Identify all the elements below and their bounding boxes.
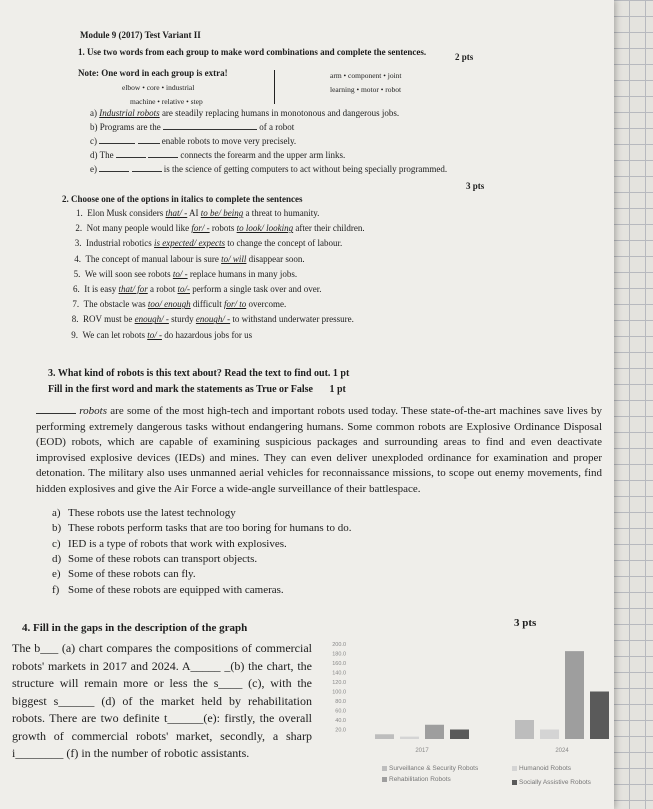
true-false-statement: b) These robots perform tasks that are too boring for humans to do. bbox=[52, 522, 352, 535]
italic-option[interactable]: to/ - bbox=[172, 268, 188, 279]
task2-sentence: 1. Elon Musk considers that/ - AI to be/ being a threat to humanity. bbox=[76, 208, 320, 218]
task1-item-d: d) The connects the forearm and the upper arm links. bbox=[90, 150, 346, 160]
italic-option[interactable]: enough/ - bbox=[134, 314, 169, 325]
robot-market-bar-chart bbox=[322, 636, 612, 766]
answer-blank[interactable] bbox=[163, 129, 257, 130]
task4-title: 4. Fill in the gaps in the description of the graph bbox=[22, 622, 248, 634]
italic-option[interactable]: too/ enough bbox=[147, 299, 191, 310]
bar-2017-series-3 bbox=[450, 730, 469, 740]
task1-item-a: a) Industrial robots are steadily replacing humans in monotonous and dangerous jobs. bbox=[90, 108, 400, 118]
italic-option[interactable]: that/ for bbox=[118, 284, 148, 294]
first-word-blank[interactable] bbox=[36, 404, 76, 414]
italic-option[interactable]: for/ - bbox=[191, 223, 210, 234]
bar-2024-series-1 bbox=[540, 730, 559, 740]
task1-item-c: c) enable robots to move very precisely. bbox=[90, 136, 297, 146]
bar-2024-series-3 bbox=[590, 692, 609, 740]
x-tick-label: 2024 bbox=[555, 748, 569, 754]
y-tick-label: 100.0 bbox=[332, 689, 346, 696]
y-tick-label: 20.0 bbox=[335, 727, 346, 734]
italic-option[interactable]: to/ - bbox=[147, 329, 162, 340]
true-false-statement: a) These robots use the latest technology bbox=[52, 507, 236, 519]
bar-2017-series-0 bbox=[375, 734, 394, 739]
bar-2017-series-2 bbox=[425, 725, 444, 739]
task1-points: 2 pts bbox=[455, 52, 474, 62]
answer-blank[interactable] bbox=[99, 171, 129, 172]
worksheet-header: Module 9 (2017) Test Variant II bbox=[80, 30, 201, 40]
legend-swatch bbox=[512, 766, 517, 771]
task2-sentence: 7. The obstacle was too/ enough difficult for/ to overcome. bbox=[72, 299, 287, 310]
y-tick-label: 80.0 bbox=[335, 699, 346, 705]
task2-sentence: 2. Not many people would like for/ - robots to look/ looking after their children. bbox=[75, 223, 365, 234]
task4-gap-text: The b___ (a) chart compares the compositions of commercial robots' markets in 2017 and 2024. A_____ _(b) the chart, the structure will remain more or less the s____ (c), with the biggest s______ (d) of the market held by rehabilitation robots. There are two definite t______(e): firstly, the overall growth of commercial robots' market, secondly, a sharp i________ (f) in the number of robotic assistants. bbox=[12, 641, 312, 760]
true-false-statement: c) IED is a type of robots that work with explosives. bbox=[52, 537, 287, 550]
task2-title: 2. Choose one of the options in italics to complete the sentences bbox=[62, 194, 303, 204]
x-axis-labels bbox=[415, 748, 569, 754]
true-false-statement: d) Some of these robots can transport objects. bbox=[52, 552, 258, 565]
answer-blank[interactable] bbox=[99, 143, 135, 144]
y-tick-label: 60.0 bbox=[335, 708, 346, 715]
italic-option[interactable]: to be/ being bbox=[200, 208, 244, 218]
task4-points: 3 pts bbox=[514, 617, 537, 629]
bar-2024-series-0 bbox=[515, 720, 534, 739]
y-tick-label: 40.0 bbox=[335, 718, 346, 724]
task1-title: 1. Use two words from each group to make word combinations and complete the sentences. bbox=[78, 47, 427, 57]
task2-sentence: 3. Industrial robotics is expected/ expects to change the concept of labour. bbox=[74, 238, 343, 249]
legend-item-surveillance: Surveillance & Security Robots bbox=[382, 765, 478, 772]
y-tick-label: 180.0 bbox=[332, 651, 346, 658]
word-group-1-line-1: elbow • core • industrial bbox=[122, 83, 195, 92]
legend-item-socially-assistive: Socially Assistive Robots bbox=[512, 779, 591, 786]
legend-swatch bbox=[382, 777, 387, 782]
task1-note: Note: One word in each group is extra! bbox=[78, 68, 228, 78]
word-group-1-line-2: machine • relative • step bbox=[130, 97, 203, 106]
legend-item-rehabilitation: Rehabilitation Robots bbox=[382, 776, 451, 783]
italic-option[interactable]: to/ will bbox=[221, 253, 247, 264]
answer-blank[interactable] bbox=[148, 157, 178, 158]
true-false-statement: e) Some of these robots can fly. bbox=[52, 568, 196, 581]
bar-2017-series-1 bbox=[400, 737, 419, 739]
word-group-divider bbox=[274, 70, 275, 104]
italic-option[interactable]: to look/ looking bbox=[236, 223, 294, 234]
answer-blank[interactable] bbox=[138, 143, 160, 144]
word-group-2-line-1: arm • component • joint bbox=[330, 71, 402, 80]
task2-points: 3 pts bbox=[466, 181, 485, 191]
filled-answer: Industrial robots bbox=[99, 108, 160, 118]
task3-title: 3. What kind of robots is this text about? Read the text to find out. 1 pt bbox=[48, 368, 350, 379]
task2-sentence: 4. The concept of manual labour is sure to/ will disappear soon. bbox=[74, 253, 305, 264]
legend-swatch bbox=[382, 766, 387, 771]
y-axis-ticks bbox=[332, 642, 346, 734]
x-tick-label: 2017 bbox=[415, 748, 429, 754]
task3-reading-text: robots are some of the most high-tech and important robots used today. These state-of-the-art machines save lives by performing extremely dangerous tasks without endangering humans. Some common robots are Explosive Ordinance Disposal (EOD) robots, which are capable of examining suspicious packages and surrounding areas to find and even deactivate improvised explosive devices (IEDs) and mines. They can even deliver unexploded ordinance for examination and proper detonation. The military also uses unmanned aerial vehicles for reconnaissance missions, to scope out enemy movements, find hidden explosives and give the Air Force a wide-angle surveillance of their battlespace. bbox=[36, 405, 602, 495]
italic-option[interactable]: to/- bbox=[177, 284, 191, 294]
task1-item-e: e) is the science of getting computers to act without being specially programmed. bbox=[90, 164, 448, 174]
task2-sentence: 5. We will soon see robots to/ - replace humans in many jobs. bbox=[73, 268, 298, 279]
bar-2024-series-2 bbox=[565, 651, 584, 739]
word-group-2-line-2: learning • motor • robot bbox=[330, 85, 402, 94]
italic-option[interactable]: enough/ - bbox=[195, 314, 231, 325]
italic-option[interactable]: is expected/ expects bbox=[154, 238, 226, 249]
y-tick-label: 120.0 bbox=[332, 680, 346, 686]
y-tick-label: 200.0 bbox=[332, 642, 346, 648]
task2-sentence: 8. ROV must be enough/ - sturdy enough/ - to withstand underwater pressure. bbox=[71, 314, 354, 325]
legend-item-humanoid: Humanoid Robots bbox=[512, 765, 571, 772]
task2-sentence: 6. It is easy that/ for a robot to/- perform a single task over and over. bbox=[73, 284, 322, 294]
chart-bars bbox=[375, 651, 609, 739]
true-false-statement: f) Some of these robots are equipped with cameras. bbox=[52, 583, 284, 596]
answer-blank[interactable] bbox=[116, 157, 146, 158]
legend-swatch bbox=[512, 780, 517, 785]
task1-item-b: b) Programs are the of a robot bbox=[90, 122, 295, 132]
y-tick-label: 160.0 bbox=[332, 661, 346, 667]
italic-option[interactable]: for/ to bbox=[223, 299, 247, 310]
task3-subtitle: Fill in the first word and mark the statements as True or False 1 pt bbox=[48, 384, 346, 395]
task2-sentence: 9. We can let robots to/ - do hazardous jobs for us bbox=[71, 329, 253, 340]
italic-option[interactable]: that/ - bbox=[165, 208, 188, 218]
y-tick-label: 140.0 bbox=[332, 670, 346, 677]
answer-blank[interactable] bbox=[132, 171, 162, 172]
